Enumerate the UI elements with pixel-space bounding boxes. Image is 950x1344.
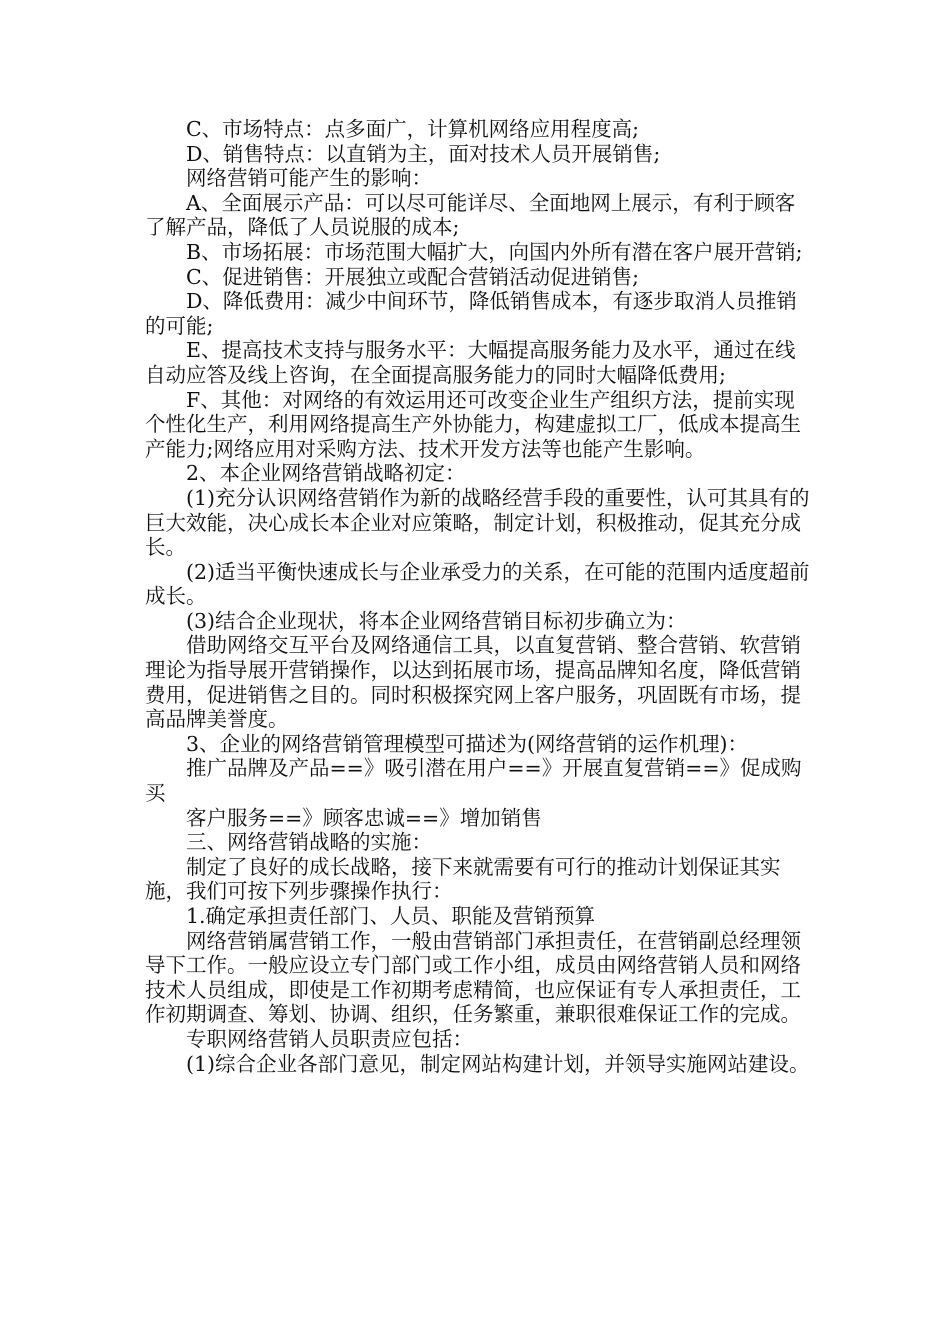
paragraph-model-heading: 3、企业的网络营销管理模型可描述为(网络营销的运作机理)：: [186, 731, 749, 756]
paragraph-strategy-goal: 借助网络交互平台及网络通信工具，以直复营销、整合营销、软营销理论为指导展开营销操作，以达到拓展市场，提高品牌知名度，降低营销费用，促进销售之目的。同时积极探究网上客户服务，巩固既有市场，提高品牌美誉度。: [145, 633, 801, 732]
paragraph-impact-c: C、促进销售：开展独立或配合营销活动促进销售;: [186, 264, 640, 289]
paragraph-sales-features: D、销售特点：以直销为主，面对技术人员开展销售;: [186, 141, 661, 166]
paragraph-duty-1: (1)综合企业各部门意见，制定网站构建计划，并领导实施网站建设。: [186, 1051, 810, 1076]
paragraph-impact-heading: 网络营销可能产生的影响：: [186, 166, 432, 191]
paragraph-strategy-3: (3)结合企业现状，将本企业网络营销目标初步确立为：: [186, 608, 687, 633]
paragraph-impact-e: E、提高技术支持与服务水平：大幅提高服务能力及水平，通过在线自动应答及线上咨询，在全面提高服务能力的同时大幅降低费用;: [145, 338, 796, 387]
paragraph-model-flow-1: 推广品牌及产品==》吸引潜在用户==》开展直复营销==》促成购买: [145, 756, 802, 806]
paragraph-strategy-heading: 2、本企业网络营销战略初定：: [186, 461, 466, 486]
paragraph-impact-a: A、全面展示产品：可以尽可能详尽、全面地网上展示，有利于顾客了解产品，降低了人员说服的成本;: [145, 190, 796, 240]
paragraph-department: 网络营销属营销工作，一般由营销部门承担责任，在营销副总经理领导下工作。一般应设立专门部门或工作小组，成员由网络营销人员和网络技术人员组成，即使是工作初期考虑精简，也应保证有专人承担责任，工作初期调查、筹划、协调、组织，任务繁重，兼职很难保证工作的完成。: [145, 928, 801, 1027]
paragraph-market-features: C、市场特点：点多面广，计算机网络应用程度高;: [186, 117, 640, 141]
paragraph-step-1: 1.确定承担责任部门、人员、职能及营销预算: [186, 904, 596, 928]
paragraph-impact-d: D、降低费用：减少中间环节，降低销售成本，有逐步取消人员推销的可能;: [145, 289, 797, 338]
paragraph-duties-heading: 专职网络营销人员职责应包括：: [186, 1026, 473, 1051]
paragraph-implementation-intro: 制定了良好的成长战略，接下来就需要有可行的推动计划保证其实施，我们可按下列步骤操作执行：: [145, 854, 781, 904]
paragraph-impact-b: B、市场拓展：市场范围大幅扩大，向国内外所有潜在客户展开营销;: [186, 239, 803, 264]
paragraph-impact-f: F、其他：对网络的有效运用还可改变企业生产组织方法，提前实现个性化生产，利用网络提高生产外协能力，构建虚拟工厂，低成本提高生产能力;网络应用对采购方法、技术开发方法等也能产生影响。: [145, 387, 801, 461]
document-body: [145, 117, 810, 1076]
paragraph-strategy-2: (2)适当平衡快速成长与企业承受力的关系，在可能的范围内适度超前成长。: [145, 559, 810, 609]
paragraph-strategy-1: (1)充分认识网络营销作为新的战略经营手段的重要性，认可其具有的巨大效能，决心成长本企业对应策略，制定计划，积极推动，促其充分成长。: [145, 485, 810, 560]
paragraph-model-flow-2: 客户服务==》顾客忠诚==》增加销售: [186, 805, 542, 830]
paragraph-implementation-heading: 三、网络营销战略的实施：: [186, 830, 432, 855]
